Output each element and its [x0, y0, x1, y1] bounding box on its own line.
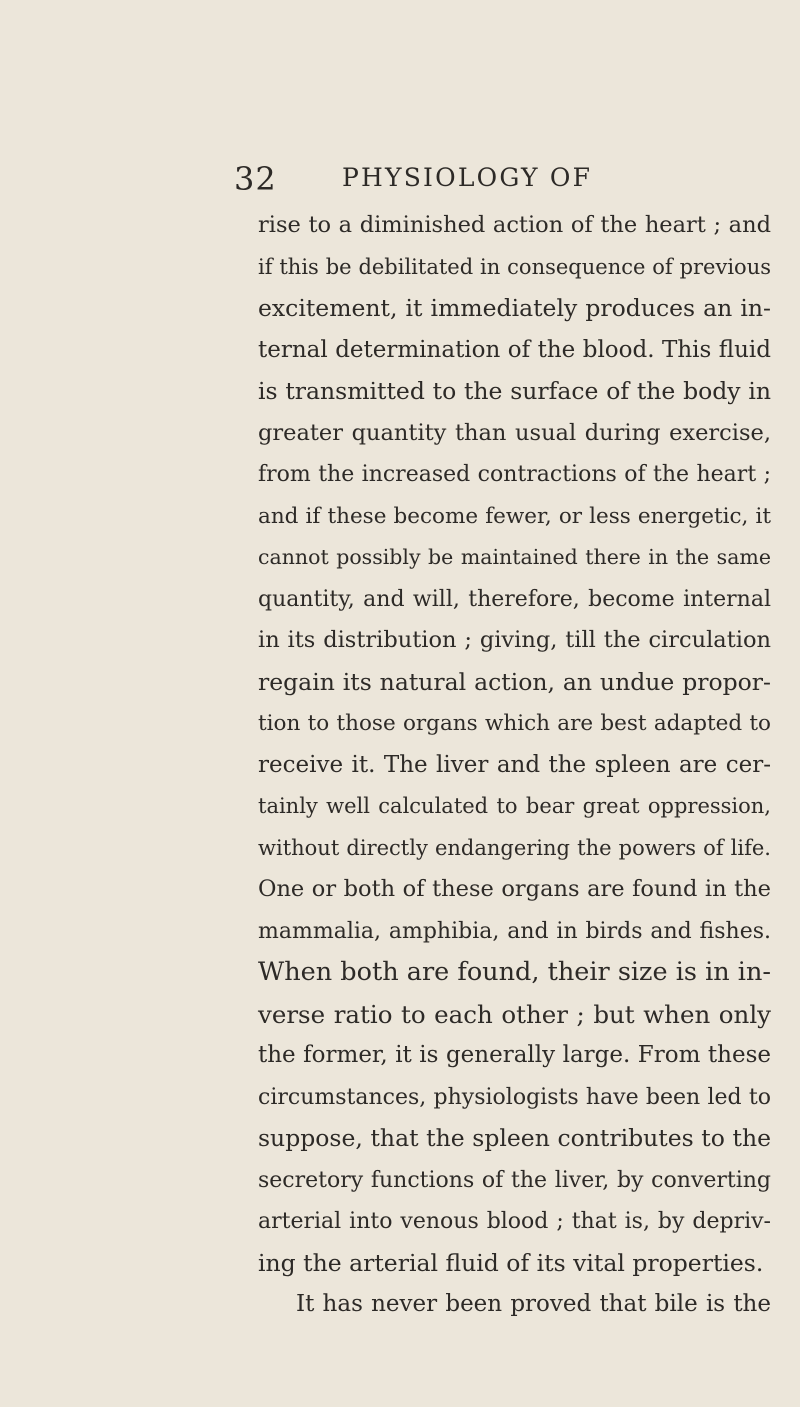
text-line: in its distribution ; giving, till the circulation	[258, 627, 771, 653]
text-line: It has never been proved that bile is the	[296, 1291, 771, 1317]
text-line: secretory functions of the liver, by converting	[258, 1167, 771, 1193]
text-line: from the increased contractions of the heart ;	[258, 462, 771, 487]
body-text	[258, 205, 771, 1326]
text-line: is transmitted to the surface of the body in	[258, 377, 771, 405]
text-line: excitement, it immediately produces an in-	[258, 294, 771, 322]
text-line: regain its natural action, an undue propor-	[258, 667, 771, 696]
running-head: PHYSIOLOGY OF	[342, 163, 593, 192]
text-line: When both are found, their size is in in-	[258, 957, 771, 987]
text-line: rise to a diminished action of the heart ; and	[258, 212, 771, 238]
text-line: suppose, that the spleen contributes to the	[258, 1124, 771, 1152]
text-line: without directly endangering the powers of life.	[258, 835, 771, 860]
text-line: and if these become fewer, or less energetic, it	[258, 503, 771, 529]
text-line: receive it. The liver and the spleen are cer-	[258, 751, 771, 778]
text-line: tainly well calculated to bear great oppression,	[258, 794, 771, 818]
text-line: verse ratio to each other ; but when only	[258, 999, 771, 1029]
text-line: mammalia, amphibia, and in birds and fishes.	[258, 918, 771, 944]
text-line: arterial into venous blood ; that is, by depriv-	[258, 1209, 771, 1234]
text-line: quantity, and will, therefore, become internal	[258, 586, 771, 612]
page-header	[234, 160, 774, 196]
text-line: tion to those organs which are best adapted to	[258, 711, 771, 736]
text-line: cannot possibly be maintained there in the same	[258, 545, 771, 569]
text-line: One or both of these organs are found in the	[258, 876, 771, 902]
page-number: 32	[234, 160, 277, 198]
text-line: ing the arterial fluid of its vital properties.	[258, 1248, 764, 1277]
text-line: if this be debilitated in consequence of previous	[258, 254, 771, 279]
text-line: ternal determination of the blood. This fluid	[258, 336, 771, 363]
text-line: greater quantity than usual during exercise,	[258, 419, 771, 446]
text-line: circumstances, physiologists have been led to	[258, 1084, 771, 1110]
text-line: the former, it is generally large. From these	[258, 1042, 771, 1068]
